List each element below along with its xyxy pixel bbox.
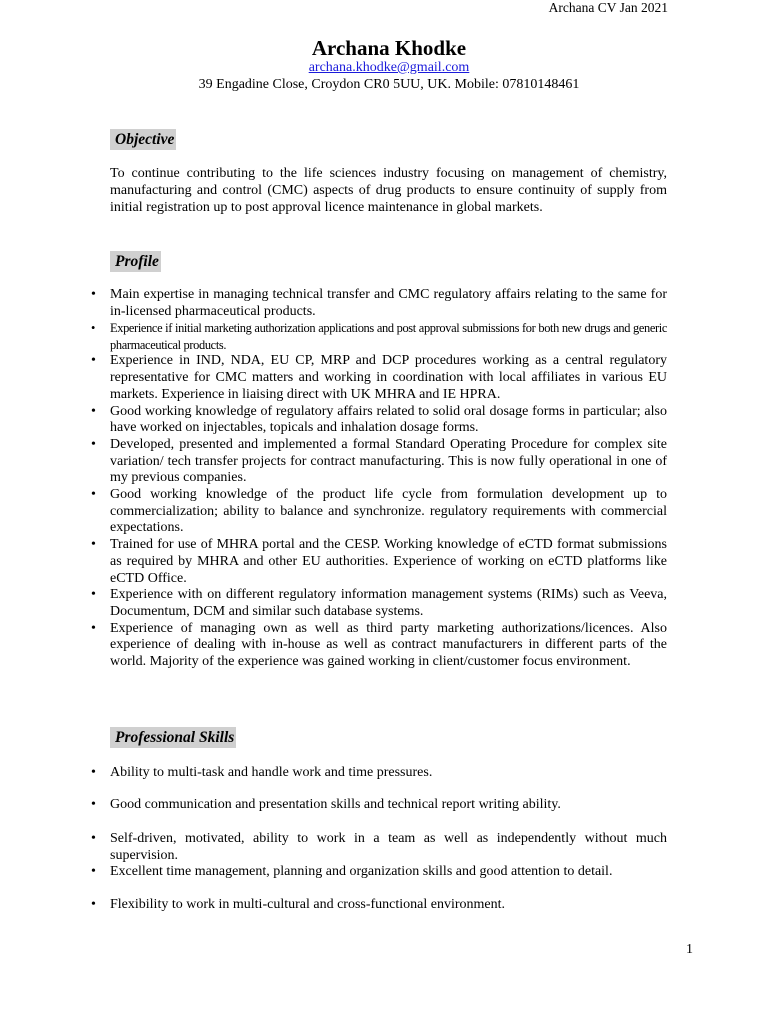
- profile-heading: Profile: [110, 251, 161, 272]
- candidate-name: Archana Khodke: [311, 36, 467, 60]
- skill-item: • Self-driven, motivated, ability to work in a team as well as independently without much supervision.: [110, 831, 667, 864]
- profile-item: • Experience of managing own as well as third party marketing authorizations/licences. Also experience of dealing with in-house as well as contract manufacturers in different parts of the world. Majority of the experience was gained working in client/customer focus environment.: [110, 621, 667, 671]
- header-note: Archana CV Jan 2021: [548, 0, 668, 15]
- skill-item: • Excellent time management, planning and organization skills and good attention to detail.: [110, 864, 667, 881]
- skills-heading: Professional Skills: [110, 727, 236, 748]
- objective-heading: Objective: [110, 129, 176, 150]
- page-number: 1: [686, 942, 693, 957]
- skill-item: • Ability to multi-task and handle work and time pressures.: [110, 765, 667, 782]
- profile-item: • Experience with on different regulatory information management systems (RIMs) such as Veeva, Documentum, DCM and similar such database systems.: [110, 587, 667, 620]
- profile-item: • Good working knowledge of the product life cycle from formulation development up to commercialization; ability to balance and synchronize. regulatory requirements with commercial expectations.: [110, 487, 667, 537]
- email-link[interactable]: archana.khodke@gmail.com: [308, 60, 470, 75]
- email-line: [0, 60, 768, 76]
- skill-item: • Flexibility to work in multi-cultural and cross-functional environment.: [110, 897, 667, 914]
- profile-item: • Good working knowledge of regulatory affairs related to solid oral dosage forms in particular; also have worked on injectables, topicals and inhalation dosage forms.: [110, 404, 667, 437]
- profile-item: • Experience if initial marketing authorization applications and post approval submissions for both new drugs and generic pharmaceutical products.: [110, 320, 667, 353]
- profile-item: • Developed, presented and implemented a formal Standard Operating Procedure for complex site variation/ tech transfer projects for contract manufacturing. This is now fully operational in one of my previous companies.: [110, 437, 667, 487]
- skill-item: • Good communication and presentation skills and technical report writing ability.: [110, 797, 667, 814]
- profile-list: [110, 287, 667, 671]
- profile-item: • Experience in IND, NDA, EU CP, MRP and DCP procedures working as a central regulatory representative for CMC matters and working in coordination with local affiliates in various EU markets. Experience in liaising direct with UK MHRA and IE HPRA.: [110, 353, 667, 403]
- profile-item: • Trained for use of MHRA portal and the CESP. Working knowledge of eCTD format submissions as required by MHRA and other EU authorities. Experience of working on eCTD platforms like eCTD Office.: [110, 537, 667, 587]
- profile-item: • Main expertise in managing technical transfer and CMC regulatory affairs relating to the same for in-licensed pharmaceutical products.: [110, 287, 667, 320]
- objective-text: To continue contributing to the life sciences industry focusing on management of chemistry, manufacturing and control (CMC) aspects of drug products to ensure continuity of supply from initial registration up to post approval licence maintenance in global markets.: [110, 166, 667, 215]
- address-line: 39 Engadine Close, Croydon CR0 5UU, UK. Mobile: 07810148461: [198, 77, 580, 92]
